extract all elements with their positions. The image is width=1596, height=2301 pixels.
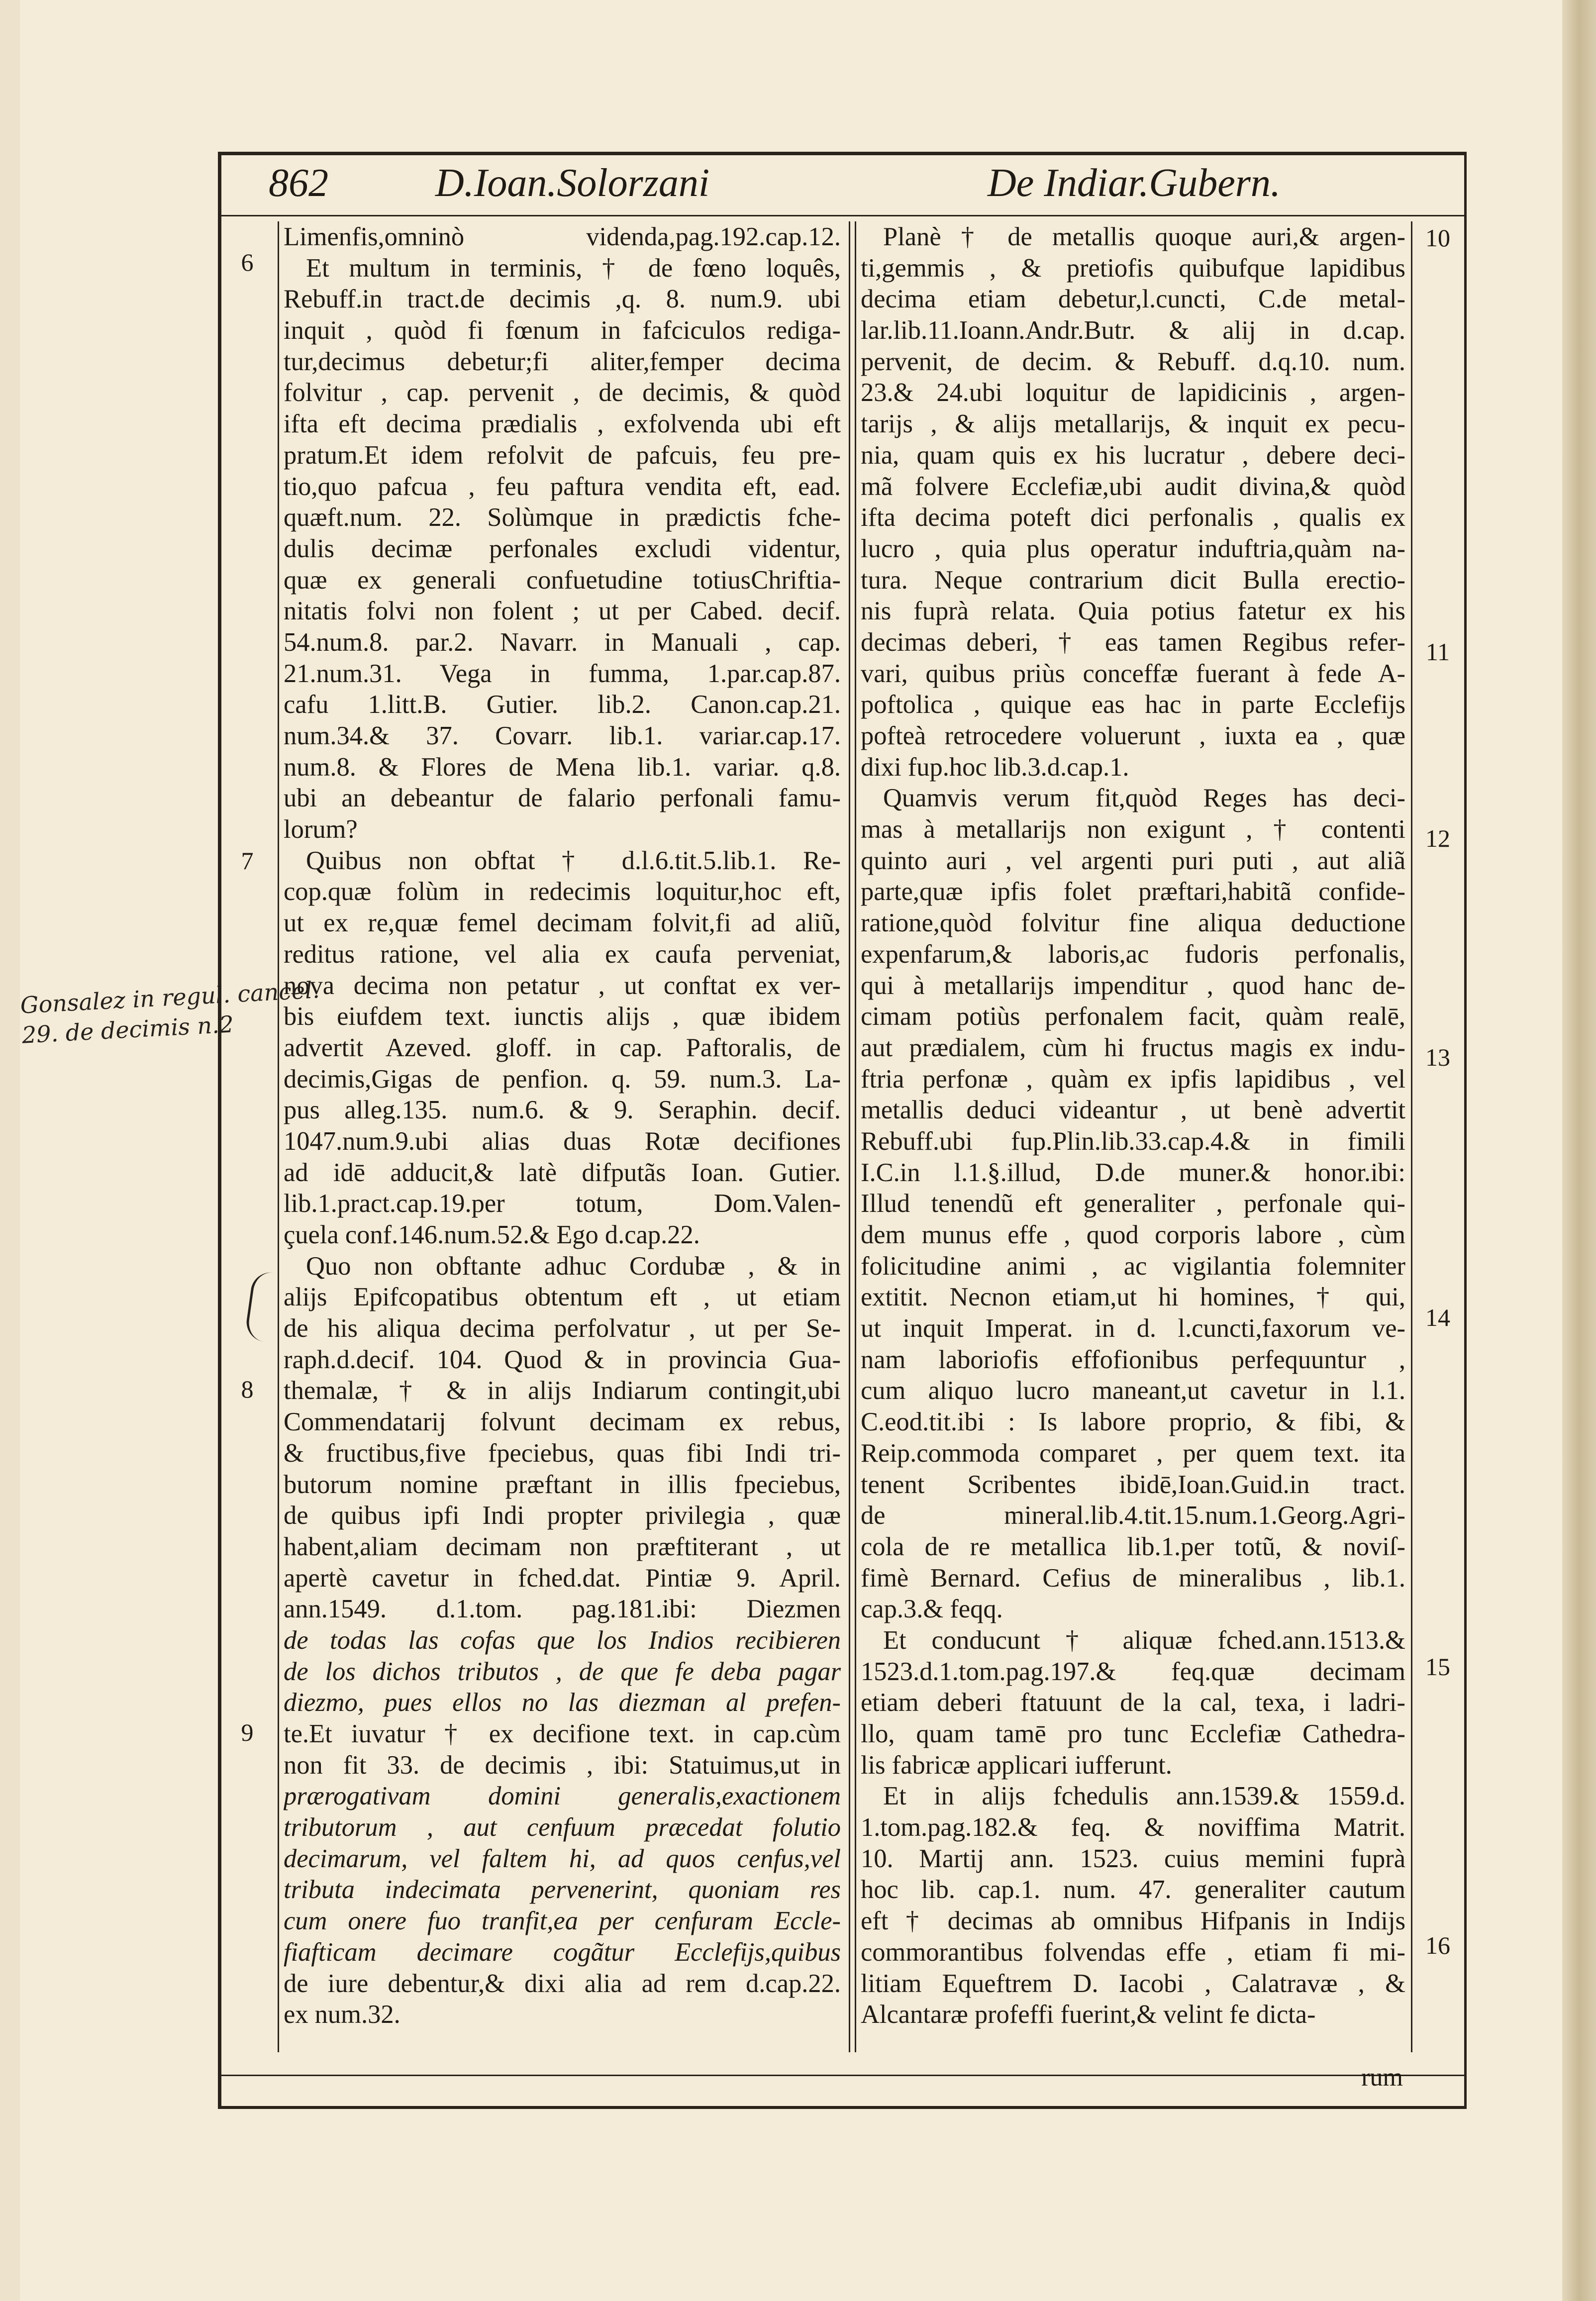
text-line: tura. Neque contrarium dicit Bulla erectio- [861,565,1405,595]
text-line: ti,gemmis , & pretiofis quibufque lapidibus [861,253,1405,283]
margin-number: 8 [241,1375,254,1403]
text-line: lucro , quia plus operatur induftria,quàm na- [861,534,1405,563]
text-line: eft † decimas ab omnibus Hifpanis in Indijs [861,1906,1405,1936]
text-line: butorum nomine præftant in illis fpeciebus, [284,1470,841,1499]
text-line: vari, quibus priùs conceffæ fuerant à fede A- [861,659,1405,688]
text-line: tio,quo pafcua , feu paftura vendita eft, ead. [284,472,841,501]
text-line: poftolica , quique eas hac in parte Ecclefijs [861,690,1405,719]
margin-number: 10 [1425,224,1450,252]
text-line: cola de re metallica lib.1.per totũ, & noviſ- [861,1532,1405,1561]
text-line: fimè Bernard. Cefius de mineralibus , lib.1. [861,1563,1405,1593]
text-line: lis fabricæ applicari iufferunt. [861,1750,1172,1780]
text-line: Reip.commoda comparet , per quem text. ita [861,1438,1405,1468]
margin-number: 14 [1425,1303,1450,1331]
text-line: dixi fup.hoc lib.3.d.cap.1. [861,752,1129,782]
text-line: Rebuff.ubi fup.Plin.lib.33.cap.4.& in fimili [861,1126,1405,1156]
text-line: inquit , quòd fi fœnum in fafciculos rediga- [284,316,841,345]
header-rule [218,215,1467,216]
right-column-rule-inner [855,221,856,2052]
text-line: ex num.32. [284,2000,400,2029]
text-line: fiafticam decimare cogãtur Ecclefijs,quibus [284,1937,841,1967]
text-line: dem munus effe , quod corporis labore , cùm [861,1220,1405,1249]
text-line: nia, quam quis ex his lucratur , debere deci- [861,440,1405,470]
margin-number: 16 [1425,1931,1450,1959]
text-line: Rebuff.in tract.de decimis ,q. 8. num.9. ubi [284,285,841,314]
text-line: de his aliqua decima perfolvatur , ut per Se- [284,1314,841,1343]
page-number: 862 [269,161,328,205]
margin-number: 7 [241,847,254,875]
text-line: cafu 1.litt.B. Gutier. lib.2. Canon.cap.21. [284,690,841,719]
text-line: 21.num.31. Vega in fumma, 1.par.cap.87. [284,659,841,688]
text-line: diezmo, pues ellos no las diezman al prefen- [284,1688,841,1717]
text-line: Et multum in terminis, † de fœno loquês, [306,253,841,283]
text-line: apertè cavetur in fched.dat. Pintiæ 9. April. [284,1563,841,1593]
text-line: ftria perfonæ , quàm ex ipfis lapidibus , vel [861,1064,1405,1094]
text-line: habent,aliam decimam non præftiterant , ut [284,1532,841,1561]
text-line: ifta eft decima prædialis , exfolvenda ubi eft [284,409,841,439]
text-line: litiam Equeftrem D. Iacobi , Calatravæ , & [861,1969,1405,1998]
text-line: 1047.num.9.ubi alias duas Rotæ decifiones [284,1126,841,1156]
text-line: aut prædialem, cùm hi fructus magis ex indu- [861,1033,1405,1062]
text-line: advertit Azeved. gloff. in cap. Paftoralis, de [284,1033,841,1062]
text-line: Planè † de metallis quoque auri,& argen- [883,222,1405,251]
text-line: ut inquit Imperat. in d. l.cuncti,faxorum ve- [861,1314,1405,1343]
text-line: folicitudine animi , ac vigilantia folemniter [861,1251,1405,1281]
text-line: Alcantaræ profeffi fuerint,& velint fe dicta- [861,2000,1316,2029]
text-line: lar.lib.11.Ioann.Andr.Butr. & alij in d.cap. [861,316,1405,345]
text-line: Quibus non obftat † d.l.6.tit.5.lib.1. Re- [306,846,841,875]
text-line: alijs Epifcopatibus obtentum eft , ut etiam [284,1283,841,1312]
text-line: cimam potiùs perfonalem facit, quàm realē, [861,1002,1405,1031]
text-line: pervenit, de decim. & Rebuff. d.q.10. num. [861,347,1405,376]
text-line: de todas las cofas que los Indios recibieren [284,1625,841,1655]
text-line: nam laboriofis effofionibus perfequuntur , [861,1345,1405,1374]
handwritten-note-line: 29. de decimis n.2 [21,1010,235,1049]
text-line: dulis decimæ perfonales excludi videntur, [284,534,841,563]
text-line: ad idē adducit,& latè difputãs Ioan. Gutier. [284,1158,841,1187]
left-text-column [284,221,841,2030]
running-head-title: De Indiar.Gubern. [988,161,1281,205]
margin-number: 11 [1425,638,1450,666]
text-line: metallis deduci videantur , ut benè advertit [861,1096,1405,1125]
catchword: rum [1361,2063,1403,2092]
text-line: ratione,quòd folvitur fine aliqua deductione [861,908,1405,938]
text-line: Commendatarij folvunt decimam ex rebus, [284,1407,841,1437]
text-line: folvitur , cap. pervenit , de decimis, & quòd [284,378,841,407]
text-line: Et conducunt † aliquæ fched.ann.1513.& [883,1625,1405,1655]
text-line: 23.& 24.ubi loquitur de lapidicinis , argen- [861,378,1405,407]
text-line: pratum.Et idem refolvit de pafcuis, feu pre- [284,440,841,470]
text-line: de iure debentur,& dixi alia ad rem d.cap.22. [284,1969,841,1998]
text-line: prærogativam domini generalis,exactionem [284,1782,841,1811]
text-line: decimis,Gigas de penfion. q. 59. num.3. La- [284,1064,841,1094]
text-line: te.Et iuvatur † ex decifione text. in cap.cùm [284,1719,841,1748]
text-line: tur,decimus debetur;fi aliter,femper decima [284,347,841,376]
text-line: Quo non obftante adhuc Cordubæ , & in [306,1251,841,1281]
text-line: decima etiam debetur,l.cuncti, C.de metal- [861,285,1405,314]
text-line: ut ex re,quæ femel decimam folvit,fi ad aliũ, [284,908,841,938]
text-line: 10. Martij ann. 1523. cuius memini fuprà [861,1844,1405,1873]
right-text-column [861,221,1405,2030]
text-line: nova decima non petatur , ut conftat ex ver- [284,971,841,1000]
text-line: cum onere fuo tranfit,ea per cenfuram Eccle- [284,1906,841,1936]
margin-number: 9 [241,1718,254,1746]
text-line: 1523.d.1.tom.pag.197.& feq.quæ decimam [861,1657,1405,1686]
text-line: lib.1.pract.cap.19.per totum, Dom.Valen- [284,1189,841,1218]
text-line: de los dichos tributos , de que fe deba pagar [284,1657,841,1686]
margin-number: 12 [1425,824,1450,852]
text-line: etiam deberi ftatuunt de la cal, texa, i ladri- [861,1688,1405,1717]
text-line: mã folvere Ecclefiæ,ubi audit divina,& quòd [861,472,1405,501]
text-line: tarijs , & alijs metallarijs, & inquit ex pecu- [861,409,1405,439]
text-line: raph.d.decif. 104. Quod & in provincia Gua- [284,1345,841,1374]
text-line: 54.num.8. par.2. Navarr. in Manuali , cap. [284,627,841,657]
text-line: pus alleg.135. num.6. & 9. Seraphin. decif. [284,1096,841,1125]
text-line: hoc lib. cap.1. num. 47. generaliter cautum [861,1875,1405,1904]
text-line: I.C.in l.1.§.illud, D.de muner.& honor.ibi: [861,1158,1405,1187]
text-line: Illud tenendũ eft generaliter , perfonale qui- [861,1189,1405,1218]
text-line: num.8. & Flores de Mena lib.1. variar. q.8. [284,752,841,782]
text-line: lorum? [284,815,358,844]
text-line: bis eiufdem text. iunctis alijs , quæ ibidem [284,1002,841,1031]
text-line: quæ ex generali confuetudine totiusChriftia- [284,565,841,595]
left-column-rule-inner [849,221,850,2052]
margin-number: 15 [1425,1653,1450,1681]
text-line: çuela conf.146.num.52.& Ego d.cap.22. [284,1220,700,1249]
margin-number: 13 [1425,1043,1450,1071]
text-line: Limenfis,omninò videnda,pag.192.cap.12. [284,222,841,251]
right-column-rule-outer [1411,221,1412,2052]
bottom-rule [218,2075,1467,2076]
text-line: ifta decima poteft dici perfonalis , qualis ex [861,503,1405,532]
text-line: tributa indecimata pervenerint, quoniam res [284,1875,841,1904]
text-line: nis fuprà relata. Quia potius fatetur ex his [861,597,1405,626]
handwritten-note-line: Gonsalez in regul. cancel. [19,976,320,1019]
text-line: quinto auri , vel argenti puri puti , aut aliã [861,846,1405,875]
text-line: parte,quæ ipfis folet præftari,habitã confide- [861,877,1405,906]
text-line: nitatis folvi non folent ; ut per Cabed. decif. [284,597,841,626]
text-line: qui à metallarijs impenditur , quod hanc de- [861,971,1405,1000]
text-line: cap.3.& feqq. [861,1595,1003,1624]
text-line: reditus ratione, vel alia ex caufa perveniat, [284,939,841,969]
text-line: quæft.num. 22. Solùmque in prædictis fche- [284,503,841,532]
text-line: themalæ, † & in alijs Indiarum contingit,ubi [284,1376,841,1405]
text-line: de quibus ipfi Indi propter privilegia , quæ [284,1501,841,1530]
text-line: decimas deberi, † eas tamen Regibus refer- [861,627,1405,657]
text-line: tenent Scribentes ibidē,Ioan.Guid.in tract. [861,1470,1405,1499]
margin-number: 6 [241,248,254,276]
text-line: non fit 33. de decimis , ibi: Statuimus,ut in [284,1750,841,1780]
text-line: mas à metallarijs non exigunt , † contenti [861,815,1405,844]
text-line: & fructibus,five fpeciebus, quas fibi Indi tri- [284,1438,841,1468]
running-head-author: D.Ioan.Solorzani [435,161,710,205]
text-line: de mineral.lib.4.tit.15.num.1.Georg.Agri- [861,1501,1405,1530]
text-line: cop.quæ folùm in redecimis loquitur,hoc eft, [284,877,841,906]
text-line: Quamvis verum fit,quòd Reges has deci- [883,784,1405,813]
text-line: commorantibus folvendas effe , etiam fi mi- [861,1937,1405,1967]
text-line: decimarum, vel faltem hi, ad quos cenfus,vel [284,1844,841,1873]
text-line: num.34.& 37. Covarr. lib.1. variar.cap.17. [284,721,841,750]
text-line: expenfarum,& laboris,ac fudoris perfonalis, [861,939,1405,969]
text-line: tributorum , aut cenfuum præcedat folutio [284,1813,841,1842]
text-line: 1.tom.pag.182.& feq. & noviffima Matrit. [861,1813,1405,1842]
text-line: pofteà retrocedere voluerunt , iuxta ea , quæ [861,721,1405,750]
text-line: ann.1549. d.1.tom. pag.181.ibi: Diezmen [284,1595,841,1624]
left-column-rule-outer [278,221,279,2052]
text-line: llo, quam tamē pro tunc Ecclefiæ Cathedra- [861,1719,1405,1748]
text-line: cum aliquo lucro maneant,ut cavetur in l.1. [861,1376,1405,1405]
text-line: C.eod.tit.ibi : Is labore proprio, & fibi, & [861,1407,1405,1437]
text-line: extitit. Necnon etiam,ut hi homines, † qui, [861,1283,1405,1312]
text-line: ubi an debeantur de falario perfonali famu- [284,784,841,813]
text-line: Et in alijs fchedulis ann.1539.& 1559.d. [883,1782,1405,1811]
book-gutter [1562,0,1596,2301]
